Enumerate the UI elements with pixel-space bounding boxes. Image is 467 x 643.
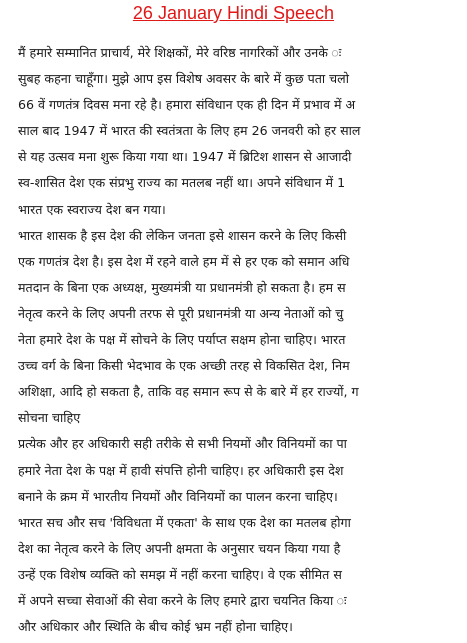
speech-line: साल बाद 1947 में भारत की स्वतंत्रता के लिए हम 26 जनवरी को हर साल (18, 123, 361, 139)
speech-line: में अपने सच्चा सेवाओं की सेवा करने के लिए हमारे द्वारा चयनित किया ः (18, 592, 347, 608)
speech-line: उच्च वर्ग के बिना किसी भेदभाव के एक अच्छी तरह से विकसित देश, निम (18, 358, 350, 374)
speech-line: मतदान के बिना एक अध्यक्ष, मुख्यमंत्री या प्रधानमंत्री हो सकता है। हम स (18, 279, 346, 295)
speech-line: नेता हमारे देश के पक्ष में सोचने के लिए पर्याप्त सक्षम होना चाहिए। भारत (18, 332, 346, 348)
speech-line: नेतृत्व करने के लिए अपनी तरफ से पूरी प्रधानमंत्री या अन्य नेताओं को चु (18, 305, 344, 321)
speech-line: भारत सच और सच 'विविधता में एकता' के साथ एक देश का मतलब होगा (18, 514, 351, 530)
speech-line: अशिक्षा, आदि हो सकता है, ताकि वह समान रूप से के बारे में हर राज्यों, ग (18, 384, 359, 400)
speech-line: भारत एक स्वराज्य देश बन गया। (18, 201, 166, 217)
speech-line: और अधिकार और स्थिति के बीच कोई भ्रम नहीं होना चाहिए। (18, 619, 293, 635)
speech-line: बनाने के क्रम में भारतीय नियमों और विनियमों का पालन करना चाहिए। (18, 488, 338, 504)
speech-line: सुबह कहना चाहूँगा। मुझे आप इस विशेष अवसर के बारे में कुछ पता चलो (18, 71, 349, 87)
speech-line: स्व-शासित देश एक संप्रभु राज्य का मतलब नहीं था। अपने संविधान में 1 (18, 175, 346, 191)
speech-line: मैं हमारे सम्मानित प्राचार्य, मेरे शिक्षकों, मेरे वरिष्ठ नागरिकों और उनके ः (18, 45, 342, 60)
speech-line: एक गणतंत्र देश है। इस देश में रहने वाले हम में से हर एक को समान अधि (18, 253, 350, 269)
speech-line: सोचना चाहिए (18, 410, 81, 426)
speech-line: देश का नेतृत्व करने के लिए अपनी क्षमता के अनुसार चयन किया गया है (18, 540, 341, 556)
page-title: 26 January Hindi Speech (132, 3, 335, 23)
speech-body (18, 40, 467, 640)
speech-line: 66 वें गणतंत्र दिवस मना रहे है। हमारा संविधान एक ही दिन में प्रभाव में अ (18, 97, 356, 113)
speech-line: भारत शासक है इस देश की लेकिन जनता इसे शासन करने के लिए किसी (18, 227, 347, 243)
speech-line: हमारे नेता देश के पक्ष में हावी संपत्ति होनी चाहिए। हर अधिकारी इस देश (18, 462, 344, 478)
speech-line: से यह उत्सव मना शुरू किया गया था। 1947 में ब्रिटिश शासन से आजादी (18, 149, 352, 165)
speech-line: उन्हें एक विशेष व्यक्ति को समझ में नहीं करना चाहिए। वे एक सीमित स (18, 566, 342, 582)
speech-line: प्रत्येक और हर अधिकारी सही तरीके से सभी नियमों और विनियमों का पा (18, 436, 347, 452)
